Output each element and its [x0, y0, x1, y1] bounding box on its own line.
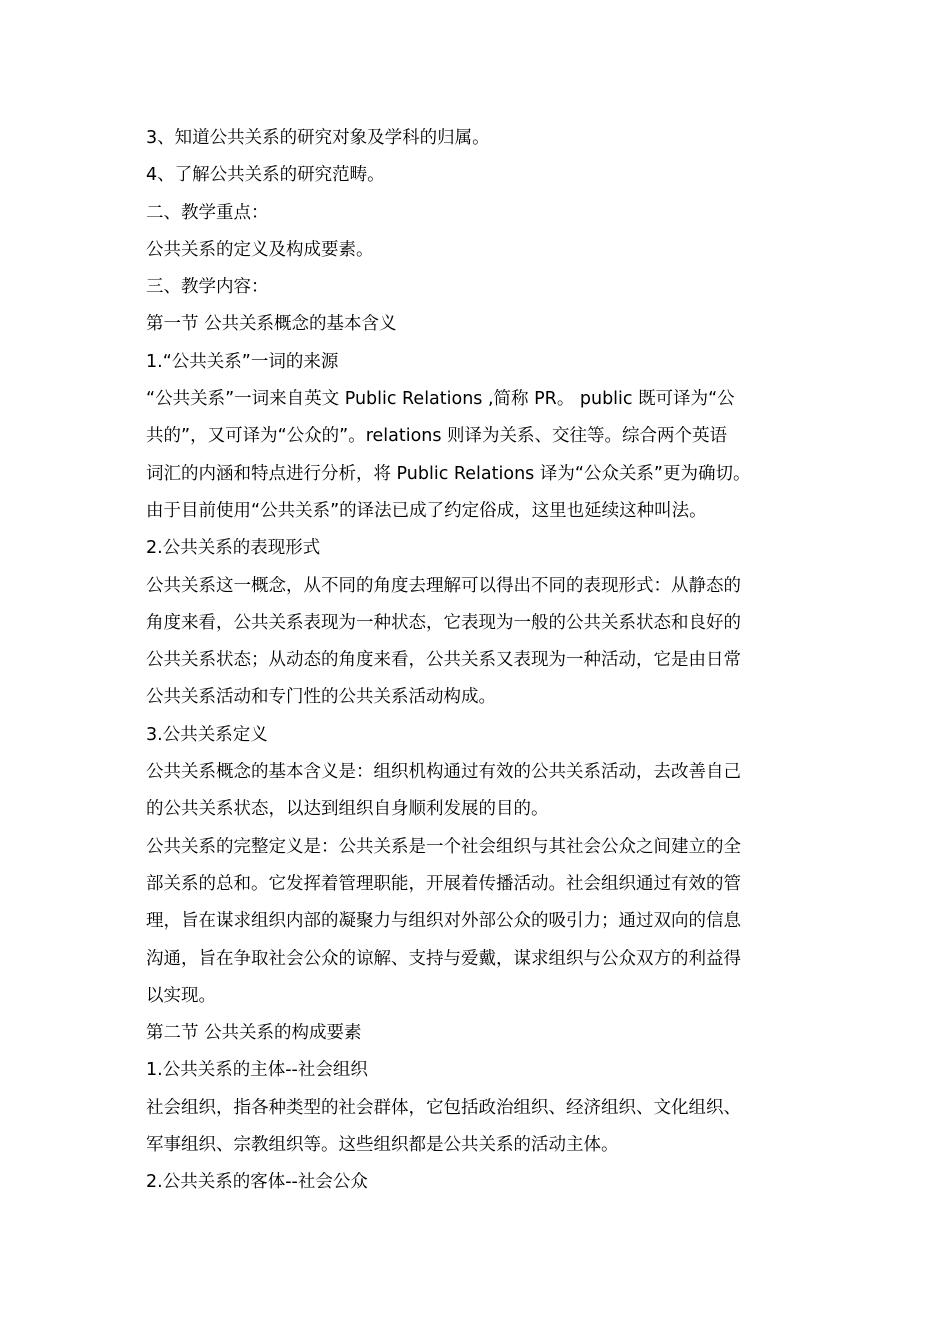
paragraph-line: 角度来看，公共关系表现为一种状态，它表现为一般的公共关系状态和良好的 — [146, 612, 741, 633]
paragraph-line: 词汇的内涵和特点进行分析，将 Public Relations 译为“公众关系”更为确切。 — [146, 463, 751, 484]
paragraph-line: 公共关系状态；从动态的角度来看，公共关系又表现为一种活动，它是由日常 — [146, 650, 741, 671]
subheading-2-1: 1.公共关系的主体--社会组织 — [146, 1060, 368, 1081]
section-heading-content: 三、教学内容： — [146, 277, 269, 298]
paragraph-line: “公共关系”一词来自英文 Public Relations ,简称 PR。 public 既可译为“公 — [146, 389, 735, 410]
objective-item-4: 4、了解公共关系的研究范畴。 — [146, 165, 385, 186]
chapter-heading-2: 第二节 公共关系的构成要素 — [146, 1023, 362, 1044]
section-heading-key-points: 二、教学重点： — [146, 202, 269, 223]
paragraph-line: 军事组织、宗教组织等。这些组织都是公共关系的活动主体。 — [146, 1135, 619, 1156]
document-body — [146, 120, 826, 1202]
paragraph-line: 部关系的总和。它发挥着管理职能，开展着传播活动。社会组织通过有效的管 — [146, 873, 741, 894]
paragraph-line: 沟通，旨在争取社会公众的谅解、支持与爱戴，谋求组织与公众双方的利益得 — [146, 948, 741, 969]
subheading-2-2: 2.公共关系的客体--社会公众 — [146, 1172, 368, 1193]
paragraph-line: 公共关系的完整定义是：公共关系是一个社会组织与其社会公众之间建立的全 — [146, 836, 741, 857]
paragraph-line: 公共关系活动和专门性的公共关系活动构成。 — [146, 687, 496, 708]
paragraph-line: 的公共关系状态，以达到组织自身顺利发展的目的。 — [146, 799, 549, 820]
subheading-1-1: 1.“公共关系”一词的来源 — [146, 351, 339, 372]
paragraph-line: 由于目前使用“公共关系”的译法已成了约定俗成，这里也延续这种叫法。 — [146, 500, 707, 521]
objective-item-3: 3、知道公共关系的研究对象及学科的归属。 — [146, 128, 490, 148]
paragraph-line: 共的”，又可译为“公众的”。relations 则译为关系、交往等。综合两个英语 — [146, 426, 728, 447]
paragraph-line: 公共关系概念的基本含义是：组织机构通过有效的公共关系活动，去改善自己 — [146, 762, 741, 783]
subheading-1-2: 2.公共关系的表现形式 — [146, 538, 321, 559]
paragraph-line: 以实现。 — [146, 985, 216, 1006]
key-points-text: 公共关系的定义及构成要素。 — [146, 239, 374, 260]
paragraph-line: 社会组织，指各种类型的社会群体，它包括政治组织、经济组织、文化组织、 — [146, 1097, 741, 1118]
paragraph-line: 公共关系这一概念，从不同的角度去理解可以得出不同的表现形式：从静态的 — [146, 575, 741, 596]
paragraph-line: 理，旨在谋求组织内部的凝聚力与组织对外部公众的吸引力；通过双向的信息 — [146, 911, 741, 932]
subheading-1-3: 3.公共关系定义 — [146, 724, 268, 745]
chapter-heading-1: 第一节 公共关系概念的基本含义 — [146, 314, 397, 335]
